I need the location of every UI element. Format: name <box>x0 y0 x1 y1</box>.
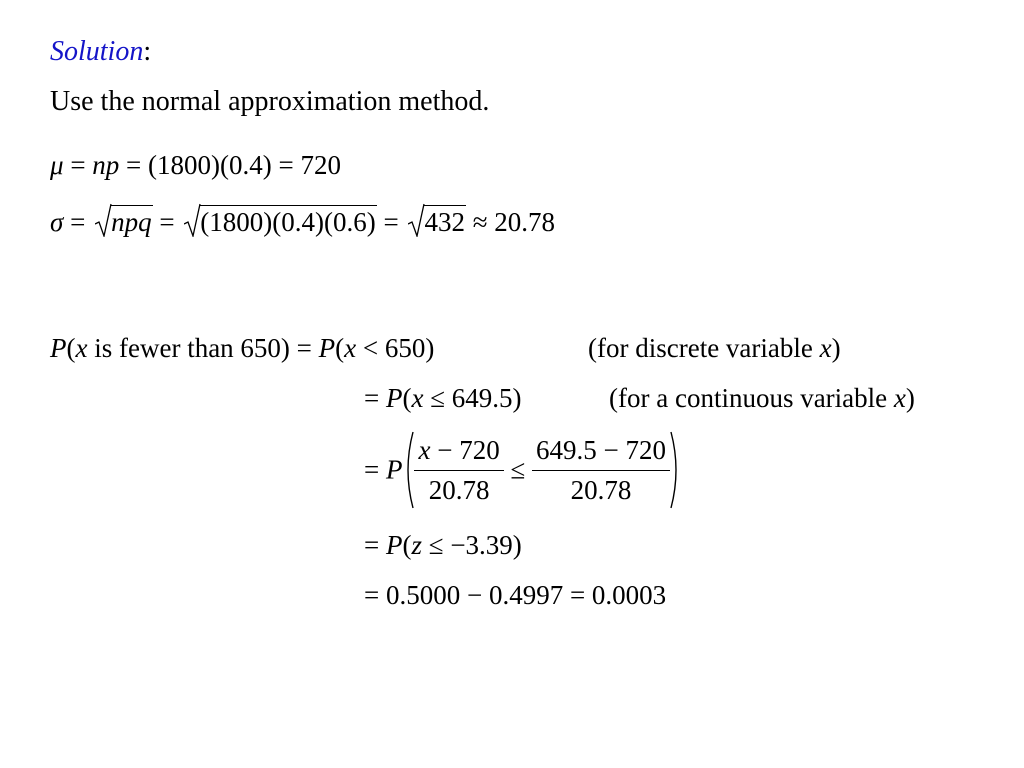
z-var: z <box>411 530 422 560</box>
note-pre: (for a continuous variable <box>609 383 894 413</box>
sqrt-npq <box>95 205 153 238</box>
sqrt-product-radicand: (1800)(0.4)(0.6) <box>200 207 376 237</box>
paren-open: ( <box>335 333 345 363</box>
sd-approx: ≈ 20.78 <box>465 207 556 237</box>
line4-rest: ≤ −3.39) <box>422 530 522 560</box>
prob-line-4 <box>364 530 522 561</box>
line2-rest: ≤ 649.5) <box>423 383 522 413</box>
equals-sign: = <box>364 454 386 485</box>
right-paren-icon <box>670 430 682 510</box>
leq-sign: ≤ <box>503 454 533 485</box>
solution-heading <box>50 36 151 68</box>
left-paren-icon <box>402 430 414 510</box>
note-x: x <box>893 383 906 413</box>
paren-open: ( <box>66 333 76 363</box>
radical-sign-icon <box>408 203 425 237</box>
radical-sign-icon <box>95 203 112 237</box>
x-var: x <box>411 383 424 413</box>
radical-sign-icon <box>184 203 201 237</box>
x-var: x <box>75 333 88 363</box>
note-x: x <box>819 333 832 363</box>
p-symbol: P <box>50 333 67 363</box>
mean-eq2: = (1800)(0.4) = 720 <box>119 150 341 180</box>
note-pre: (for discrete variable <box>588 333 820 363</box>
fraction-value-denominator: 20.78 <box>532 470 670 506</box>
p-symbol: P <box>318 333 336 363</box>
paren-open: ( <box>402 383 412 413</box>
fraction-z <box>414 435 503 506</box>
sd-equation <box>50 205 555 238</box>
prob-line-1 <box>50 333 434 364</box>
sd-eq3: = <box>376 207 406 237</box>
fraction-z-numerator <box>414 435 503 470</box>
fraction-value <box>532 435 670 506</box>
sd-eq1: = <box>63 207 93 237</box>
mean-eq1: = <box>63 150 93 180</box>
sqrt-product <box>184 205 376 238</box>
paren-open: ( <box>402 530 412 560</box>
sd-eq2: = <box>152 207 182 237</box>
note-post: ) <box>831 333 841 363</box>
intro-text: Use the normal approximation method. <box>50 86 490 117</box>
sigma-symbol: σ <box>50 207 64 237</box>
note-post: ) <box>905 383 915 413</box>
mean-equation <box>50 150 341 181</box>
fraction-value-numerator: 649.5 − 720 <box>536 434 667 465</box>
x-var: x <box>344 333 357 363</box>
fraction-z-denominator: 20.78 <box>414 470 503 506</box>
prob-line-2 <box>364 383 522 414</box>
sqrt-npq-radicand: npq <box>111 207 152 237</box>
line1-rest: < 650) <box>356 333 435 363</box>
mu-symbol: μ <box>50 150 64 180</box>
x-var: x <box>418 434 431 465</box>
line1-note <box>588 333 841 364</box>
sqrt-432 <box>408 205 466 238</box>
p-symbol: P <box>385 454 403 485</box>
p-symbol: P <box>385 530 403 560</box>
solution-label: Solution <box>50 36 144 67</box>
equals-sign: = <box>364 530 386 560</box>
line1-text: is fewer than 650) = <box>87 333 319 363</box>
equals-sign: = <box>364 383 386 413</box>
num1-rest: − 720 <box>430 434 500 465</box>
p-symbol: P <box>385 383 403 413</box>
line2-note <box>609 383 915 414</box>
prob-line-5: = 0.5000 − 0.4997 = 0.0003 <box>364 580 667 610</box>
mean-np: np <box>92 150 120 180</box>
solution-colon: : <box>143 36 152 67</box>
prob-line-3 <box>364 430 682 510</box>
sqrt-432-radicand: 432 <box>424 207 465 237</box>
